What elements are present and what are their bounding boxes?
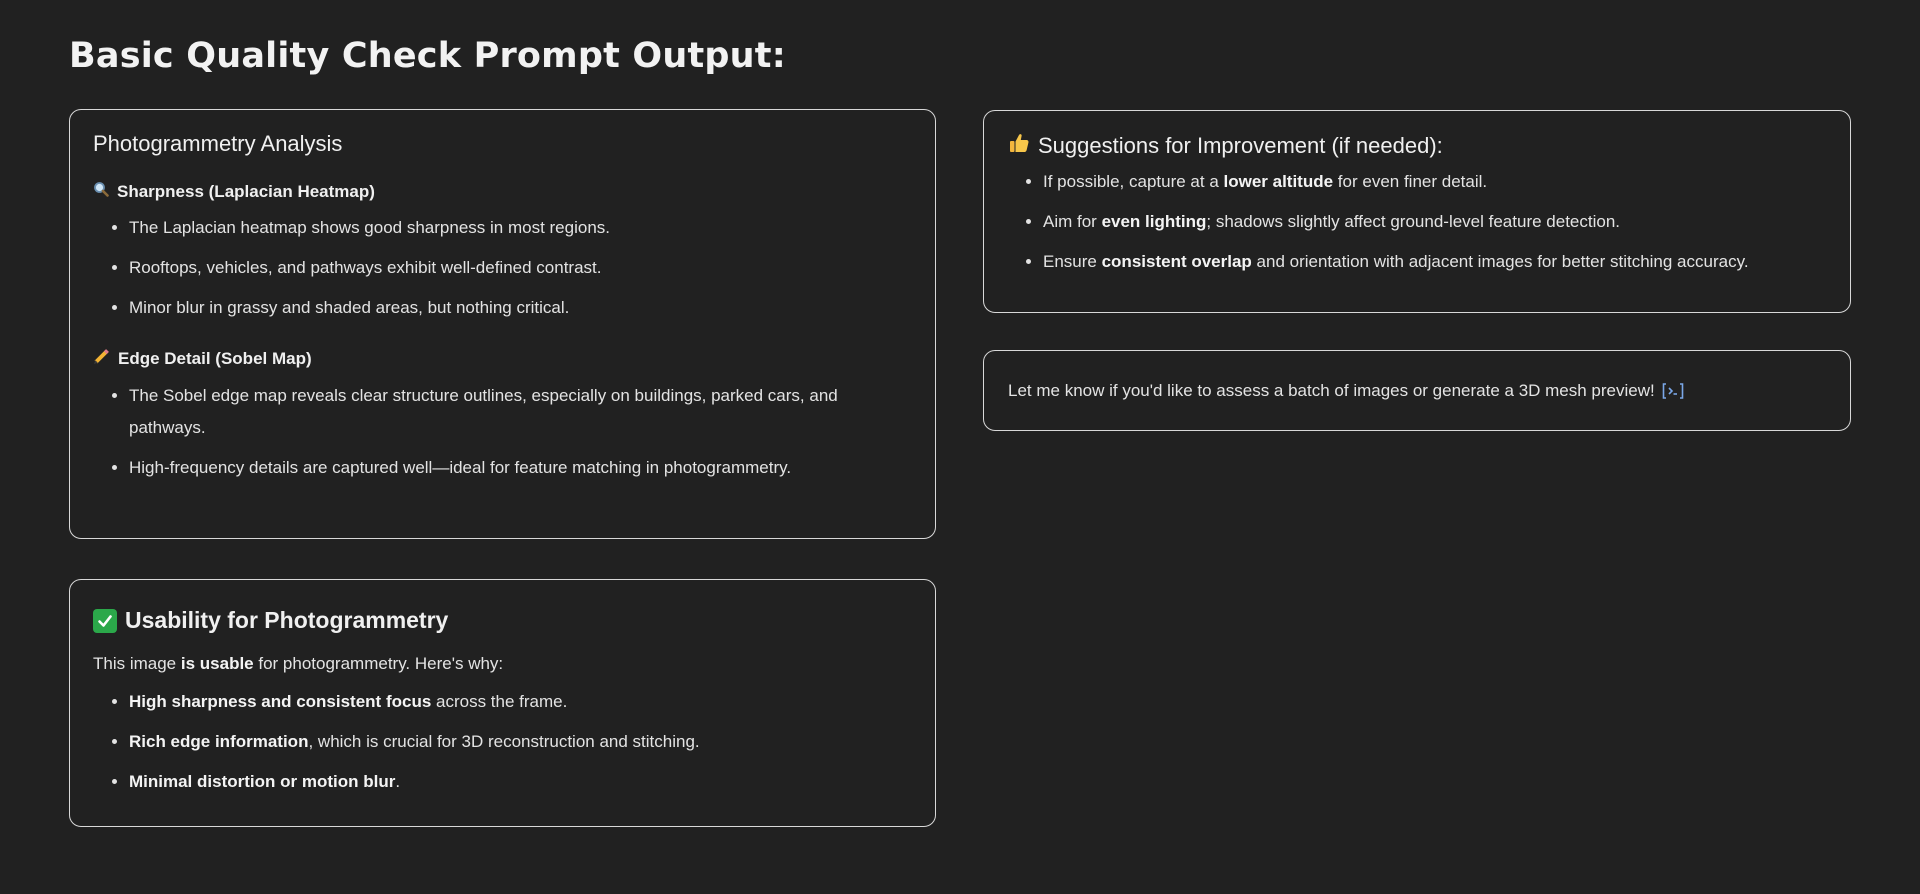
list-item-bold: even lighting: [1101, 212, 1207, 231]
list-item: [129, 766, 912, 798]
suggestions-title-label: Suggestions for Improvement (if needed):: [1038, 133, 1443, 158]
code-link-icon[interactable]: [1661, 381, 1685, 401]
magnifier-icon: [93, 181, 109, 202]
list-item-bold: lower altitude: [1223, 172, 1334, 191]
sharpness-heading: [93, 181, 912, 202]
usability-list: [93, 686, 912, 798]
usability-intro-bold: is usable: [180, 654, 254, 673]
list-item-text: ; shadows slightly affect ground-level feature detection.: [1206, 212, 1621, 231]
usability-intro-suffix: for photogrammetry. Here's why:: [253, 654, 504, 673]
list-item-bold: High sharpness and consistent focus: [129, 692, 432, 711]
followup-card: [983, 350, 1851, 431]
check-mark-icon: [93, 609, 117, 633]
followup-message: [1008, 381, 1685, 401]
suggestions-card: [983, 110, 1851, 313]
usability-intro: [93, 652, 912, 676]
list-item: [129, 686, 912, 718]
edge-heading: [93, 348, 912, 370]
list-item-bold: Minimal distortion or motion blur: [129, 772, 396, 791]
page-title: Basic Quality Check Prompt Output:: [69, 36, 786, 76]
list-item: [129, 726, 912, 758]
list-item-bold: consistent overlap: [1101, 252, 1252, 271]
analysis-card: [69, 109, 936, 539]
list-item: [1043, 206, 1826, 238]
list-item-text: Aim for: [1043, 212, 1102, 231]
analysis-title: Photogrammetry Analysis: [93, 131, 343, 156]
list-item: • Minor blur in grassy and shaded areas, but nothing critical.: [129, 292, 912, 324]
sharpness-heading-label: Sharpness (Laplacian Heatmap): [117, 181, 375, 201]
list-item-text: If possible, capture at a: [1043, 172, 1224, 191]
list-item-text: and orientation with adjacent images for better stitching accuracy.: [1251, 252, 1749, 271]
pencil-icon: [93, 348, 110, 370]
list-item-text: Ensure: [1043, 252, 1102, 271]
list-item-bold: Rich edge information: [129, 732, 309, 751]
list-item-text: .: [395, 772, 401, 791]
list-item: [1043, 246, 1826, 278]
list-item: [1043, 166, 1826, 198]
list-item-text: , which is crucial for 3D reconstruction and stitching.: [308, 732, 700, 751]
list-item: • Rooftops, vehicles, and pathways exhibit well-defined contrast.: [129, 252, 912, 284]
suggestions-title: [1008, 132, 1826, 160]
sharpness-list: [93, 212, 912, 324]
list-item-text: across the frame.: [431, 692, 568, 711]
suggestions-list: [1008, 166, 1826, 278]
usability-title: [93, 607, 912, 634]
list-item: • The Laplacian heatmap shows good sharpness in most regions.: [129, 212, 912, 244]
usability-card: [69, 579, 936, 827]
usability-title-label: Usability for Photogrammetry: [125, 607, 449, 633]
edge-list: [93, 380, 912, 484]
followup-text: Let me know if you'd like to assess a batch of images or generate a 3D mesh preview!: [1008, 380, 1655, 400]
list-item-text: for even finer detail.: [1333, 172, 1488, 191]
edge-heading-label: Edge Detail (Sobel Map): [118, 349, 312, 368]
usability-intro-prefix: This image: [93, 654, 181, 673]
list-item: • The Sobel edge map reveals clear structure outlines, especially on buildings, parked cars, and pathways.: [129, 380, 912, 444]
list-item: • High-frequency details are captured well—ideal for feature matching in photogrammetry.: [129, 452, 912, 484]
thumbs-up-icon: [1008, 132, 1030, 160]
